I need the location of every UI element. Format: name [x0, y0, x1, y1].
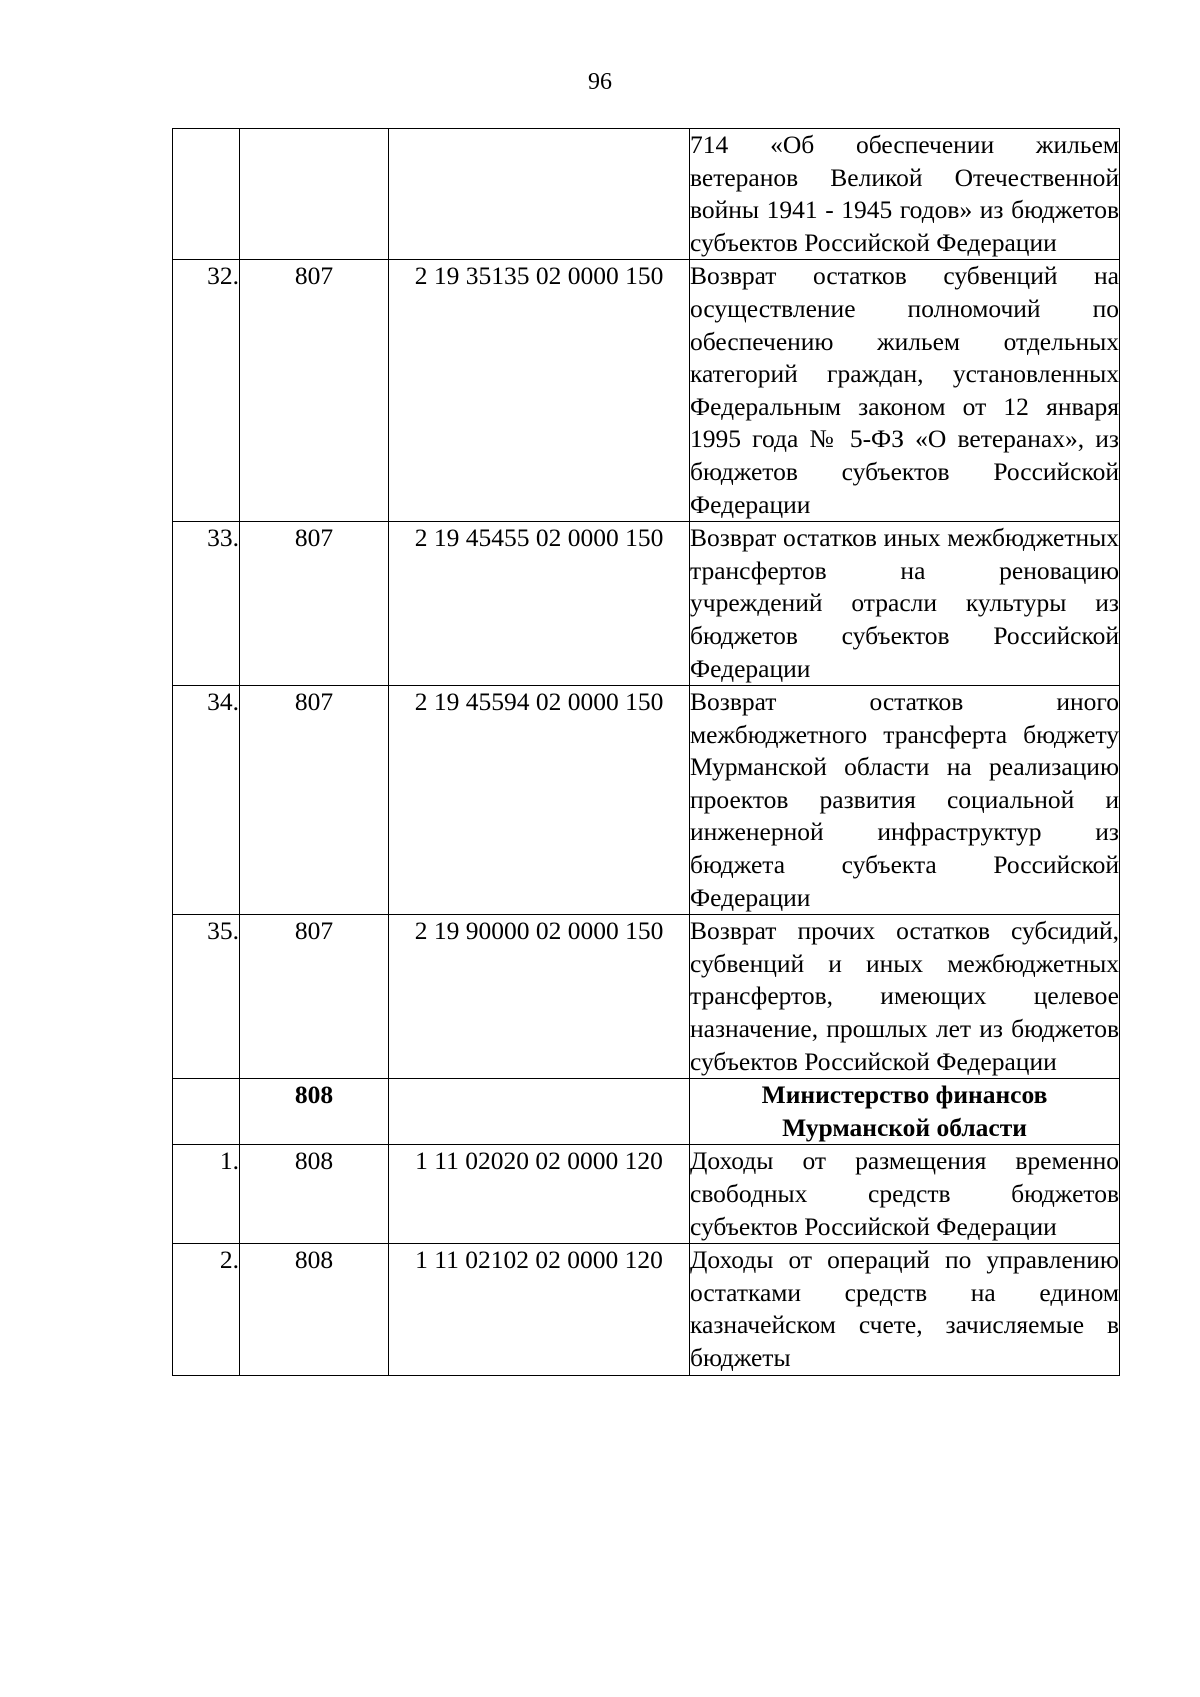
admin-code: 808	[240, 1244, 389, 1375]
budget-classification-code: 2 19 45594 02 0000 150	[389, 686, 690, 915]
table-row	[173, 129, 1120, 260]
row-number: 34.	[173, 686, 240, 915]
row-number: 33.	[173, 522, 240, 686]
table-row	[173, 686, 1120, 915]
revenue-name: Возврат остатков иного межбюджетного трансферта бюджету Мурманской области на реализацию проектов развития социальной и инженерной инфраструктур из бюджета субъекта Российской Федерации	[690, 686, 1120, 915]
admin-code: 807	[240, 260, 389, 522]
revenue-name: Возврат остатков иных межбюджетных трансфертов на реновацию учреждений отрасли культуры из бюджетов субъектов Российской Федерации	[690, 522, 1120, 686]
row-number: 1.	[173, 1145, 240, 1244]
revenue-name: Доходы от размещения временно свободных средств бюджетов субъектов Российской Федерации	[690, 1145, 1120, 1244]
admin-code: 807	[240, 686, 389, 915]
row-number: 2.	[173, 1244, 240, 1375]
revenue-name: Возврат прочих остатков субсидий, субвенций и иных межбюджетных трансфертов, имеющих целевое назначение, прошлых лет из бюджетов субъектов Российской Федерации	[690, 915, 1120, 1079]
budget-classification-code	[389, 1079, 690, 1145]
admin-code: 807	[240, 522, 389, 686]
row-number: 35.	[173, 915, 240, 1079]
admin-code: 808	[240, 1145, 389, 1244]
table-row	[173, 260, 1120, 522]
admin-code	[240, 129, 389, 260]
row-number	[173, 129, 240, 260]
section-header-row	[173, 1079, 1120, 1145]
budget-classification-code: 2 19 45455 02 0000 150	[389, 522, 690, 686]
budget-classification-code: 2 19 35135 02 0000 150	[389, 260, 690, 522]
budget-classification-code: 2 19 90000 02 0000 150	[389, 915, 690, 1079]
revenue-name: 714 «Об обеспечении жильем ветеранов Великой Отечественной войны 1941 - 1945 годов» из бюджетов субъектов Российской Федерации	[690, 129, 1120, 260]
revenue-name: Доходы от операций по управлению остатками средств на едином казначейском счете, зачисляемые в бюджеты	[690, 1244, 1120, 1375]
section-title: Министерство финансов Мурманской области	[690, 1079, 1120, 1145]
page-number: 96	[588, 69, 612, 95]
table-row	[173, 1244, 1120, 1375]
admin-code: 807	[240, 915, 389, 1079]
budget-classification-code	[389, 129, 690, 260]
budget-classification-code: 1 11 02102 02 0000 120	[389, 1244, 690, 1375]
revenue-codes-table	[172, 128, 1120, 1376]
table-row	[173, 1145, 1120, 1244]
admin-code: 808	[240, 1079, 389, 1145]
budget-classification-code: 1 11 02020 02 0000 120	[389, 1145, 690, 1244]
table-row	[173, 915, 1120, 1079]
row-number: 32.	[173, 260, 240, 522]
table-row	[173, 522, 1120, 686]
revenue-name: Возврат остатков субвенций на осуществление полномочий по обеспечению жильем отдельных категорий граждан, установленных Федеральным законом от 12 января 1995 года № 5-ФЗ «О ветеранах», из бюджетов субъектов Российской Федерации	[690, 260, 1120, 522]
row-number	[173, 1079, 240, 1145]
